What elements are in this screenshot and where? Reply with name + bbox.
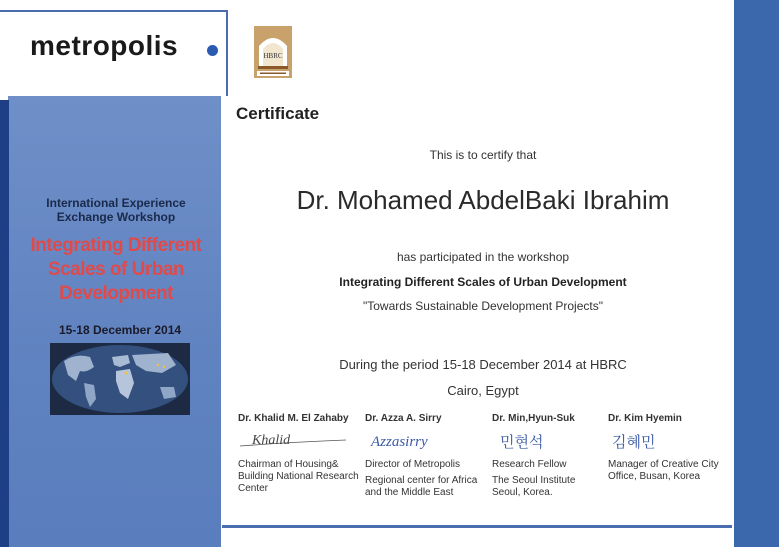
svg-text:민현석: 민현석	[500, 433, 544, 451]
frame-bottom-line	[222, 525, 732, 528]
certificate-heading: Certificate	[236, 104, 320, 123]
signatory-role: Director of Metropolis	[365, 459, 461, 470]
svg-text:Azzasirry: Azzasirry	[371, 434, 428, 450]
signatory-name: Dr. Azza A. Sirry	[365, 413, 442, 424]
hbrc-logo	[254, 26, 292, 78]
svg-text:Khalid: Khalid	[252, 433, 291, 448]
metropolis-logo: metropolis	[30, 30, 179, 61]
signature-scrawl	[492, 428, 592, 452]
workshop-title-red: Integrating Different Scales of Urban Development	[30, 235, 202, 304]
certify-line: This is to certify that	[429, 148, 537, 162]
signature-scrawl	[238, 428, 348, 452]
signatory-2	[365, 413, 485, 499]
frame-top-line	[0, 10, 228, 12]
left-dark-edge	[0, 100, 9, 547]
signature-scrawl	[365, 428, 475, 452]
signature-scrawl	[608, 428, 708, 452]
metropolis-logo-dot	[207, 45, 218, 56]
signatory-3	[492, 413, 602, 499]
signatory-name: Dr. Khalid M. El Zahaby	[238, 413, 349, 424]
right-blue-strip	[734, 0, 779, 547]
signatory-org: The Seoul Institute Seoul, Korea.	[492, 475, 576, 498]
location-line: Cairo, Egypt	[447, 383, 519, 398]
signatory-role: Manager of Creative City Office, Busan, Korea	[608, 459, 719, 482]
workshop-type: International Experience Exchange Workshop	[46, 196, 186, 224]
workshop-subtitle: "Towards Sustainable Development Projects"	[363, 299, 603, 313]
workshop-dates: 15-18 December 2014	[58, 323, 182, 337]
period-line: During the period 15-18 December 2014 at HBRC	[339, 357, 627, 372]
signatory-role: Chairman of Housing& Building National Research Center	[238, 459, 359, 494]
recipient-name: Dr. Mohamed AbdelBaki Ibrahim	[296, 185, 670, 215]
svg-text:HBRC: HBRC	[263, 52, 283, 60]
svg-text:김혜민: 김혜민	[612, 433, 656, 451]
participation-line: has participated in the workshop	[396, 250, 570, 264]
signatory-name: Dr. Min,Hyun-Suk	[492, 413, 575, 424]
signatory-1	[238, 413, 362, 495]
frame-top-divider	[226, 10, 228, 96]
workshop-name: Integrating Different Scales of Urban Development	[339, 275, 627, 289]
world-map-image	[50, 343, 190, 415]
signatory-name: Dr. Kim Hyemin	[608, 413, 682, 424]
signatory-org: Regional center for Africa and the Middle East	[365, 475, 478, 498]
left-blue-panel	[8, 96, 221, 547]
signatory-role: Research Fellow	[492, 459, 567, 470]
signatory-4	[608, 413, 730, 483]
